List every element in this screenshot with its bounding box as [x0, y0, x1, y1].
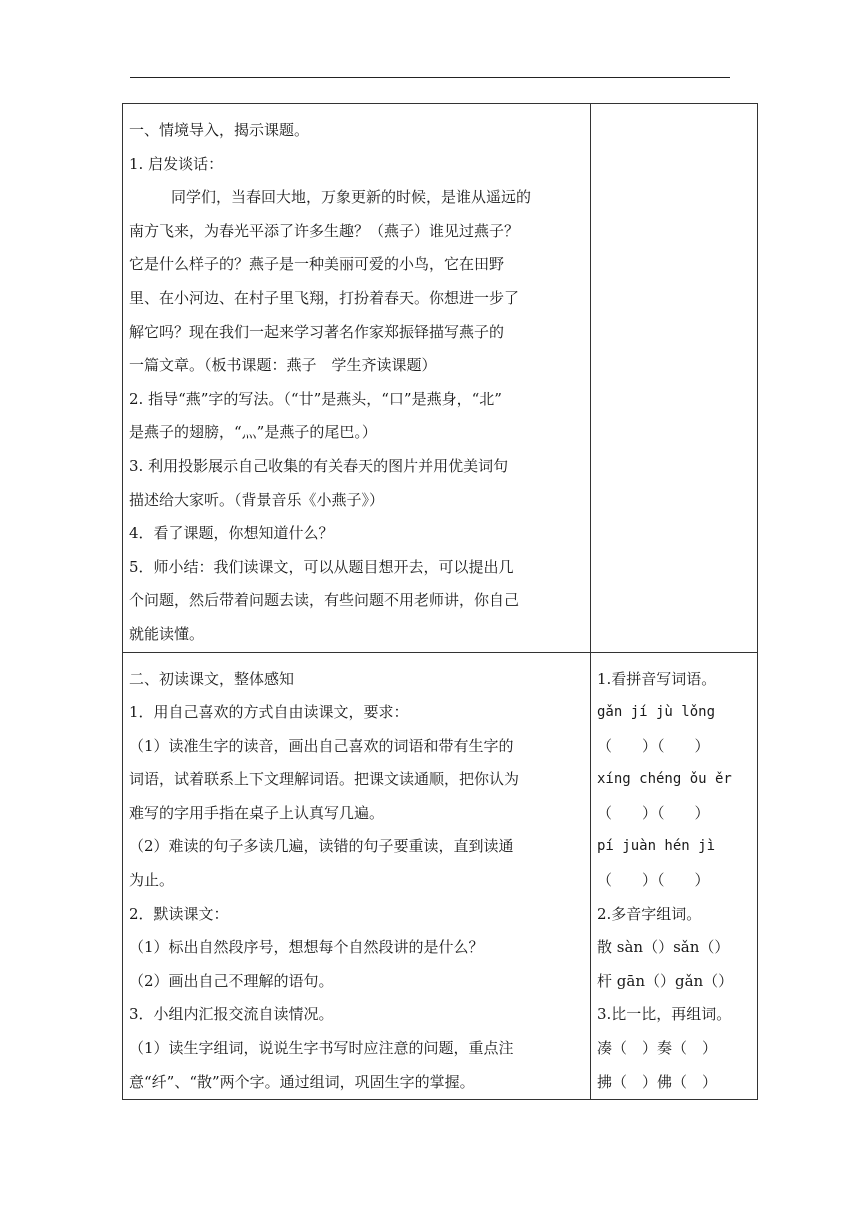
polyphone-line: 杆 gān（）gǎn（）: [597, 971, 734, 990]
section2-line: 3．小组内汇报交流自读情况。: [129, 1005, 334, 1024]
table-row: [123, 652, 758, 1100]
compare-line: 拂（ ）佛（ ）: [597, 1072, 718, 1091]
header-rule: [130, 77, 730, 78]
section1-line: 里、在小河边、在村子里飞翔，打扮着春天。你想进一步了: [129, 288, 520, 307]
section1-line: 一篇文章。（板书课题：燕子 学生齐读课题）: [129, 356, 437, 375]
answer-blank-line: （ ）（ ）: [597, 803, 710, 822]
section1-line: 解它吗？现在我们一起来学习著名作家郑振铎描写燕子的: [129, 322, 505, 341]
section1-line: 是燕子的翅膀，“灬”是燕子的尾巴。）: [129, 423, 377, 442]
answer-blank-line: （ ）（ ）: [597, 736, 710, 755]
pinyin-line: xíng chéng ǒu ěr: [597, 771, 732, 788]
section2-line: 二、初读课文，整体感知: [129, 669, 295, 688]
pinyin-line: gǎn jí jù lǒng: [597, 704, 716, 721]
table-row: [123, 104, 758, 653]
section2-line: （1）读生字组词，说说生字书写时应注意的问题，重点注: [129, 1039, 514, 1058]
section2-line: 1．用自己喜欢的方式自由读课文，要求：: [129, 703, 409, 722]
section1-line: 同学们，当春回大地，万象更新的时候，是谁从遥远的: [171, 188, 532, 207]
exercise-line: 1.看拼音写词语。: [597, 669, 717, 688]
section1-line: 它是什么样子的？燕子是一种美丽可爱的小鸟，它在田野: [129, 255, 505, 274]
compare-line: 凑（ ）奏（ ）: [597, 1039, 718, 1058]
section1-line: 个问题，然后带着问题去读，有些问题不用老师讲，你自己: [129, 591, 520, 610]
section1-line: 1. 启发谈话：: [129, 154, 224, 173]
notes-cell-empty: [591, 104, 758, 653]
section1-line: 3. 利用投影展示自己收集的有关春天的图片并用优美词句: [129, 456, 509, 475]
section1-line: 就能读懂。: [129, 624, 205, 643]
section2-line: （1）标出自然段序号，想想每个自然段讲的是什么？: [129, 938, 484, 957]
section1-line: 描述给大家听。（背景音乐《小燕子》）: [129, 490, 385, 509]
section1-line: 2. 指导“燕”字的写法。（“廿”是燕头，“口”是燕身，“北”: [129, 389, 502, 408]
section2-line: 为止。: [129, 871, 175, 890]
lesson-plan-table: [122, 103, 758, 1100]
section1-line: 4．看了课题，你想知道什么？: [129, 524, 334, 543]
section1-line: 5．师小结：我们读课文，可以从题目想开去，可以提出几: [129, 557, 514, 576]
exercises-cell: [591, 652, 758, 1100]
polyphone-line: 散 sàn（）sǎn（）: [597, 938, 730, 957]
section2-line: 词语，试着联系上下文理解词语。把课文读通顺，把你认为: [129, 770, 520, 789]
section2-line: 难写的字用手指在桌子上认真写几遍。: [129, 803, 385, 822]
section2-line: （2）画出自己不理解的语句。: [129, 971, 334, 990]
section2-line: （1）读准生字的读音，画出自己喜欢的词语和带有生字的: [129, 736, 514, 755]
section1-cell: [123, 104, 591, 653]
pinyin-line: pí juàn hén jì: [597, 838, 716, 855]
section2-cell: [123, 652, 591, 1100]
section1-line: 一、情境导入，揭示课题。: [129, 121, 310, 139]
section2-line: 2．默读课文：: [129, 904, 229, 923]
exercise-line: 2.多音字组词。: [597, 904, 702, 923]
answer-blank-line: （ ）（ ）: [597, 871, 710, 890]
section1-line: 南方飞来，为春光平添了许多生趣？（燕子）谁见过燕子？: [129, 221, 520, 240]
section2-line: 意“纤”、“散”两个字。通过组词，巩固生字的掌握。: [129, 1072, 475, 1091]
section2-line: （2）难读的句子多读几遍，读错的句子要重读，直到读通: [129, 837, 514, 856]
exercise-line: 3.比一比，再组词。: [597, 1005, 732, 1024]
